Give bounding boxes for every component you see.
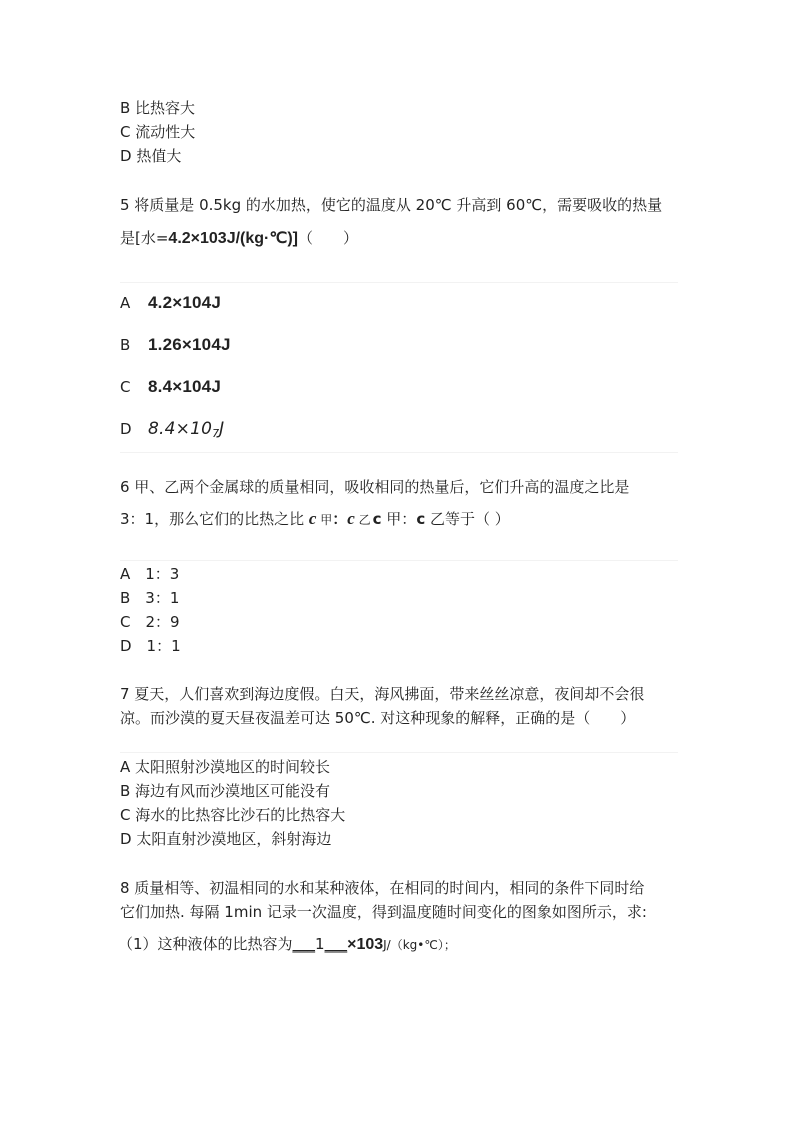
q6-text: 甲: [316, 513, 333, 527]
q6-option-a: A 1：3: [120, 565, 180, 583]
q5-stem-prefix: 是[水=: [120, 229, 169, 247]
divider: [120, 560, 678, 561]
q8-stem-line1: 8 质量相等、初温相同的水和某种液体，在相同的时间内，相同的条件下同时给: [120, 879, 645, 897]
option-letter: A: [120, 294, 131, 312]
q7-stem-line1: 7 夏天，人们喜欢到海边度假。白天，海风拂面，带来丝丝凉意，夜间却不会很: [120, 685, 645, 703]
q6-option-b: B 3：1: [120, 589, 180, 607]
q6-stem-line2: [120, 509, 510, 530]
q5-stem-line2: [120, 228, 358, 249]
q6-c-symbol: c: [372, 510, 382, 528]
divider: [120, 752, 678, 753]
divider: [120, 452, 678, 453]
option-letter: D: [120, 420, 132, 438]
q6-text: 乙: [354, 513, 371, 527]
q6-c-symbol: c: [347, 509, 355, 528]
option-value-main: 8.4×10: [148, 419, 213, 439]
option-letter: B: [120, 336, 131, 354]
q6-text: 乙等于（ ）: [425, 510, 510, 528]
q8-question-1: [118, 934, 456, 955]
q5-stem-line1: 5 将质量是 0.5kg 的水加热，使它的温度从 20℃ 升高到 60℃，需要吸收的热量: [120, 196, 663, 214]
q7-option-d: D 太阳直射沙漠地区，斜射海边: [120, 830, 332, 848]
answer-blank: ___: [292, 935, 316, 953]
q5-option-a: [120, 293, 221, 313]
q5-stem-bracket: （ ）: [298, 229, 359, 247]
q4-option-b: B 比热容大: [120, 99, 196, 117]
option-letter: C: [120, 378, 131, 396]
q8-unit: J/（kg•℃）；: [383, 938, 456, 952]
q6-text: 3：1，那么它们的比热之比: [120, 510, 309, 528]
q7-option-b: B 海边有风而沙漠地区可能没有: [120, 782, 331, 800]
q6-stem-line1: 6 甲、乙两个金属球的质量相同，吸收相同的热量后，它们升高的温度之比是: [120, 478, 630, 496]
option-value: 1.26×104J: [148, 335, 231, 354]
q5-option-d: [120, 419, 224, 444]
q6-option-c: C 2：9: [120, 613, 180, 631]
q6-text: 甲：: [381, 510, 417, 528]
q8-formula: ×103: [347, 936, 384, 953]
option-value-exponent: 7: [212, 427, 220, 440]
q6-c-symbol: c: [416, 510, 426, 528]
q4-option-c: C 流动性大: [120, 123, 196, 141]
q6-colon: ：: [332, 510, 348, 528]
q4-option-d: D 热值大: [120, 147, 182, 165]
q6-option-d: D 1：1: [120, 637, 181, 655]
option-value-unit: J: [219, 419, 225, 439]
q7-option-a: A 太阳照射沙漠地区的时间较长: [120, 758, 331, 776]
q5-option-c: [120, 377, 221, 397]
q6-c-symbol: c: [308, 509, 317, 528]
q7-option-c: C 海水的比热容比沙石的比热容大: [120, 806, 346, 824]
q7-stem-line2: 凉。而沙漠的夏天昼夜温差可达 50℃. 对这种现象的解释，正确的是（ ）: [120, 709, 636, 727]
answer-blank: ___: [324, 935, 348, 953]
option-value: 8.4×104J: [148, 377, 221, 396]
option-value: 4.2×104J: [148, 293, 221, 312]
divider: [120, 282, 678, 283]
answer-value: 1: [315, 935, 325, 953]
q8-stem-line2: 它们加热. 每隔 1min 记录一次温度，得到温度随时间变化的图象如图所示，求:: [120, 903, 647, 921]
q5-option-b: [120, 335, 231, 355]
q8-question-1-text: （1）这种液体的比热容为: [118, 935, 293, 953]
q5-specific-heat-formula: 4.2×103J/(kg·℃)]: [168, 230, 298, 247]
